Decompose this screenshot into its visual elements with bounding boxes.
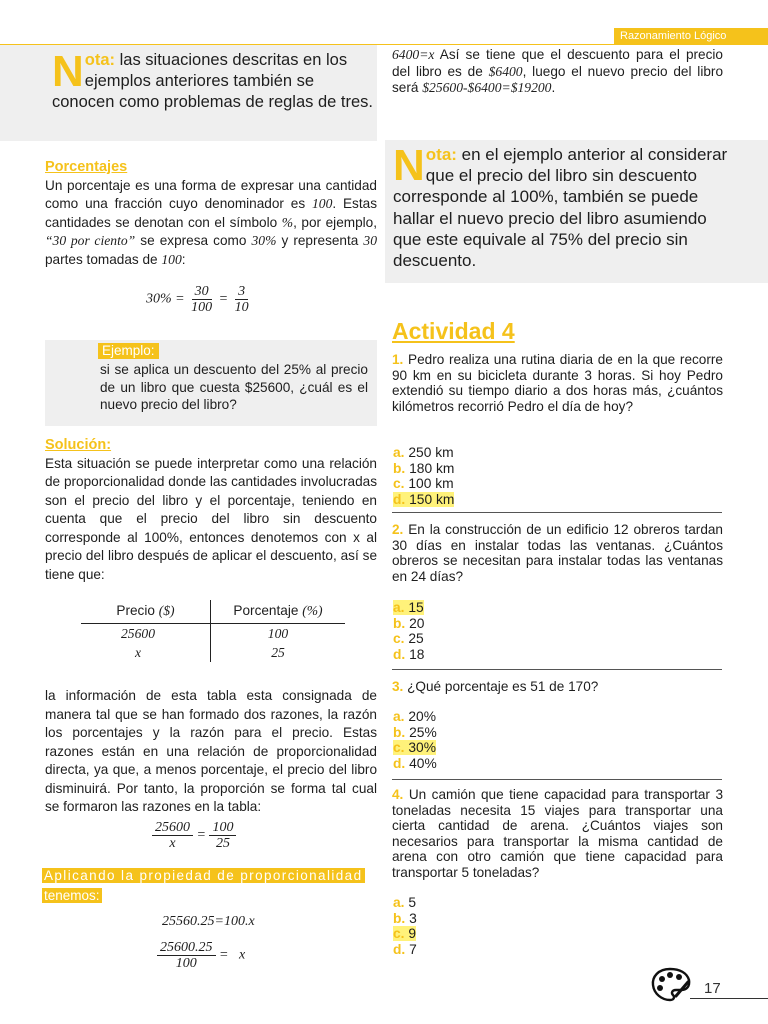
solution-paragraph-2: la información de esta tabla esta consignada de manera tal que se han formado dos razones, la razón los porcentajes y la razón para el precio. Estas razones están en una relación de proporcionalidad directa, ya que, a menos porcentaje, el precio del libro disminuirá. Por tanto, la proporción se forma tal cual se formaron las razones en la tabla: (45, 688, 377, 814)
section-tag: Razonamiento Lógico (614, 28, 768, 45)
option-highlighted[interactable]: d. 150 km (393, 491, 455, 507)
solution-heading: Solución: (45, 437, 112, 453)
divider (392, 669, 722, 670)
note-initial: N (52, 47, 84, 96)
option[interactable]: c. 25 (393, 631, 424, 646)
question-3: 3. ¿Qué porcentaje es 51 de 170? (392, 679, 599, 694)
note-label: ota: (425, 145, 457, 164)
solution-section (45, 436, 377, 584)
option[interactable]: a. 20% (393, 709, 436, 724)
option-highlighted[interactable]: c. 30% (393, 740, 436, 755)
note-label: ota: (84, 51, 116, 69)
question-3-options (393, 709, 437, 771)
option[interactable]: c. 100 km (393, 476, 454, 491)
option[interactable]: d. 40% (393, 755, 437, 771)
option[interactable]: d. 18 (393, 646, 425, 662)
question-1: 1. Pedro realiza una rutina diaria de en la que recorre 90 km en su bicicleta durante 3 horas. Si hoy Pedro extendió su tiempo diario a dos horas más, ¿cuántos kilómetros recorrió Pedro el día de hoy? (392, 352, 723, 414)
property-callout: Aplicando la propiedad de proporcionalidad tenemos: (44, 868, 363, 903)
option[interactable]: b. 180 km (393, 460, 455, 476)
table-header-price: Precio ($) (116, 603, 175, 618)
question-2: 2. En la construcción de un edificio 12 obreros tardan 30 días en instalar todas las ventanas. ¿Cuántos obreros se necesitan para instalar todas las ventanas en 24 días? (392, 522, 723, 584)
option[interactable]: a. 5 (393, 895, 417, 910)
section-heading: Porcentajes (45, 159, 128, 175)
divider (392, 512, 722, 513)
solution-paragraph: Esta situación se puede interpretar como una relación de proporcionalidad donde las cantidades involucradas son el precio del libro y el porcentaje, teniendo en cuenta que el precio del libro sin descuento corresponde al 100%, entonces denotemos con x al precio del libro después de aplicar el descuento, así se tiene que: (45, 455, 377, 582)
table-cell: 100 (267, 626, 289, 641)
option-highlighted[interactable]: a. 15 (393, 600, 424, 615)
question-1-options (393, 445, 454, 507)
note-initial: N (393, 141, 425, 190)
option[interactable]: b. 25% (393, 724, 437, 740)
note-body: en el ejemplo anterior al considerar que el precio del libro sin descuento corresponde al 100%, también se puede hallar el nuevo precio del libro asumiendo que este equivale al 75% del precio sin descuento. (393, 145, 728, 271)
divider (392, 779, 722, 780)
table-cell: 25600 (121, 626, 155, 641)
example-label: Ejemplo: (98, 343, 159, 359)
note-body: las situaciones descritas en los ejemplos anteriores también se conocen como problemas de reglas de tres. (52, 51, 374, 111)
equation-2: $\frac{25600.25}{100}$ = x (157, 940, 245, 971)
option[interactable]: b. 3 (393, 910, 417, 926)
table-cell: 25 (271, 645, 285, 660)
option-highlighted[interactable]: c. 9 (393, 926, 417, 941)
page-number: 17 (704, 980, 721, 997)
example-text: si se aplica un descuento del 25% al precio de un libro que cuesta $25600, ¿cuál es el nuevo precio del libro? (100, 362, 368, 412)
activity-title: Actividad 4 (392, 318, 515, 344)
porcentajes-paragraph: Un porcentaje es una forma de expresar una cantidad como una fracción cuyo denominador es 100. Estas cantidades se denotan con el símbolo %, por ejemplo, “30 por ciento” se expresa como 30% y representa 30 partes tomadas de 100: (45, 177, 377, 267)
question-4: 4. Un camión que tiene capacidad para transportar 3 toneladas necesita 15 viajes para transportar una cierta cantidad de arena. ¿Cuántos viajes son necesarios para transportar la misma cantidad de arena con otro camión que tiene capacidad para transportar 5 toneladas? (392, 787, 723, 880)
table-cell: x (134, 645, 142, 660)
question-4-options (393, 895, 417, 957)
table-header-percent: Porcentaje (%) (233, 603, 323, 618)
equation-1: 25560.25=100.x (162, 914, 255, 929)
percent-formula: 30% = $\frac{30}{100}$ = $\frac{3}{10}$ (146, 284, 249, 315)
proportion-formula: $\frac{25600}{x}$ = $\frac{100}{25}$ (152, 820, 236, 851)
option[interactable]: a. 250 km (393, 445, 454, 460)
option[interactable]: b. 20 (393, 615, 425, 631)
porcentajes-section (45, 158, 377, 269)
palette-icon (650, 966, 692, 1009)
continuation-paragraph: 6400=x Así se tiene que el descuento para el precio del libro es de $6400, luego el nuevo precio del libro será $25600-$6400=$19200. (392, 47, 723, 96)
note-text (393, 141, 733, 271)
question-2-options (393, 600, 424, 662)
note-text (52, 47, 374, 113)
footer-rule (690, 998, 768, 999)
option[interactable]: d. 7 (393, 941, 417, 957)
